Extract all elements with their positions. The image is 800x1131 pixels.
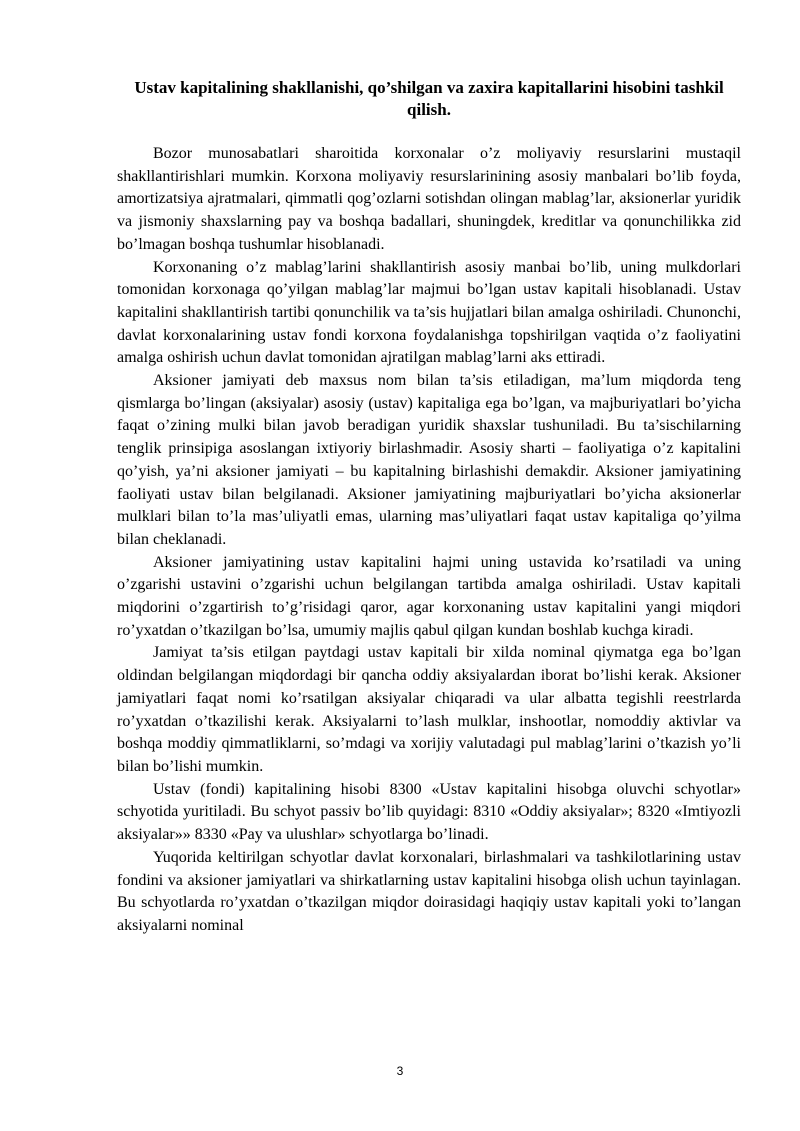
paragraph-1: Bozor munosabatlari sharoitida korxonalar o’z moliyaviy resurslarini mustaqil shakllantirishlari mumkin. Korxona moliyaviy resurslarinining asosiy manbalari bo’lib foyda, amortizatsiya ajratmalari, qimmatli qog’ozlarni sotishdan olingan mablag’lar, aksionerlar yuridik va jismoniy shaxslarning pay va boshqa badallari, shuningdek, kreditlar va qonunchilikka zid bo’lmagan boshqa tushumlar hisoblanadi. (117, 145, 741, 253)
page-number: 3 (396, 1064, 404, 1078)
paragraph-4: Aksioner jamiyatining ustav kapitalini hajmi uning ustavida ko’rsatiladi va uning o’zgarishi ustavini o’zgarishi uchun belgilangan tartibda amalga oshiriladi. Ustav kapitali miqdorini o’zgartirish to’g’risidagi qaror, agar korxonaning ustav kapitalini yangi miqdori ro’yxatdan o’tkazilgan bo’lsa, umumiy majlis qabul qilgan kundan boshlab kuchga kiradi. (117, 553, 741, 639)
paragraph-3: Aksioner jamiyati deb maxsus nom bilan ta’sis etiladigan, ma’lum miqdorda teng qismlarga bo’lingan (aksiyalar) asosiy (ustav) kapitaliga ega bo’lgan, va majburiyatlari bo’yicha faqat o’zining mulki bilan javob beradigan yuridik shaxslar tushuniladi. Bu ta’sischilarning tenglik prinsipiga asoslangan ixtiyoriy birlashmadir. Asosiy sharti – faoliyatiga o’z kapitalini qo’yish, ya’ni aksioner jamiyati – bu kapitalning birlashishi demakdir. Aksioner jamiyatining faoliyati ustav bilan belgilanadi. Aksioner jamiyatining majburiyatlari bo’yicha aksionerlar mulklari bilan to’la mas’uliyatli emas, ularning mas’uliyatlari faqat ustav kapitaliga qo’yilma bilan cheklanadi. (117, 372, 741, 548)
paragraph-2: Korxonaning o’z mablag’larini shakllantirish asosiy manbai bo’lib, uning mulkdorlari tomonidan korxonaga qo’yilgan mablag’lar majmui bo’lgan ustav kapitali hisoblanadi. Ustav kapitalini shakllantirish tartibi qonunchilik va ta’sis hujjatlari bilan amalga oshiriladi. Chunonchi, davlat korxonalarining ustav fondi korxona foydalanishga topshirilgan vaqtida o’z faoliyatini amalga oshirish uchun davlat tomonidan ajratilgan mablag’larni aks ettiradi. (117, 258, 741, 367)
paragraph-5: Jamiyat ta’sis etilgan paytdagi ustav kapitali bir xilda nominal qiymatga ega bo’lgan oldindan belgilangan miqdordagi bir qancha oddiy aksiyalardan iborat bo’lishi kerak. Aksioner jamiyatlari faqat nomi ko’rsatilgan aksiyalar chiqaradi va ular albatta tegishli reestrlarda ro’yxatdan o’tkazilishi kerak. Aksiyalarni to’lash mulklar, inshootlar, nomoddiy aktivlar va boshqa moddiy qimmatliklarni, so’mdagi va xorijiy valutadagi pul mablag’larini o’tkazish yo’li bilan bo’lishi mumkin. (117, 644, 741, 775)
paragraph-7: Yuqorida keltirilgan schyotlar davlat korxonalari, birlashmalari va tashkilotlarining ustav fondini va aksioner jamiyatlari va shirkatlarning ustav kapitalini hisobga olish uchun tayinlagan. Bu schyotlarda ro’yxatdan o’tkazilgan miqdor doirasidagi haqiqiy ustav kapitali yoki to’langan aksiyalarni nominal (117, 848, 741, 934)
page-content (117, 77, 741, 938)
page-title: Ustav kapitalining shakllanishi, qo’shilgan va zaxira kapitallarini hisobini tashkil qilish. (134, 78, 724, 119)
paragraph-6: Ustav (fondi) kapitalining hisobi 8300 «Ustav kapitalini hisobga oluvchi schyotlar» schyotida yuritiladi. Bu schyot passiv bo’lib quyidagi: 8310 «Oddiy aksiyalar»; 8320 «Imtiyozli aksiyalar»» 8330 «Pay va ulushlar» schyotlarga bo’linadi. (117, 780, 741, 844)
